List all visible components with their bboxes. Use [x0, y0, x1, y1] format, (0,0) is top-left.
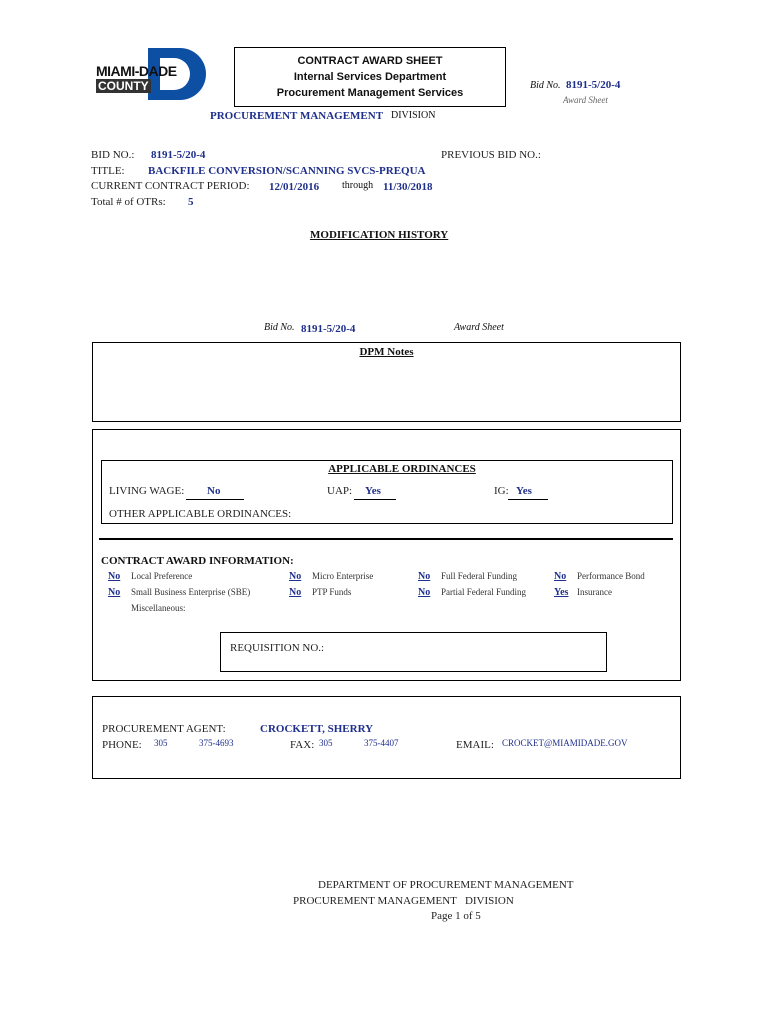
ig-underline: [508, 499, 548, 500]
living-wage-label: LIVING WAGE:: [109, 485, 185, 497]
living-wage-value: No: [207, 485, 221, 497]
uap-label: UAP:: [327, 485, 353, 497]
logo-text-county: COUNTY: [98, 79, 149, 93]
sbe-label: Small Business Enterprise (SBE): [131, 587, 251, 597]
header-award-sheet: Award Sheet: [563, 95, 608, 105]
otrs-value: 5: [188, 196, 194, 208]
title-box: [234, 47, 506, 107]
insurance-label: Insurance: [577, 587, 612, 597]
partial-federal-funding-label: Partial Federal Funding: [441, 587, 526, 597]
fax-number: 375-4407: [364, 738, 399, 748]
phone-number: 375-4693: [199, 738, 234, 748]
uap-value: Yes: [365, 485, 381, 497]
modification-history-heading: MODIFICATION HISTORY: [310, 229, 449, 241]
ptp-funds-label: PTP Funds: [312, 587, 352, 597]
requisition-label: REQUISITION NO.:: [230, 642, 325, 654]
page-number: Page 1 of 5: [431, 910, 481, 922]
title-line-3: Procurement Management Services: [276, 87, 464, 99]
local-preference-value: No: [108, 571, 121, 582]
agent-box: [92, 696, 681, 779]
division-label: DIVISION: [391, 110, 436, 121]
fax-label: FAX:: [290, 739, 315, 751]
dpm-notes-box: [92, 342, 681, 422]
bid-no-label: BID NO.:: [91, 149, 135, 161]
phone-label: PHONE:: [102, 739, 142, 751]
micro-enterprise-value: No: [289, 571, 302, 582]
logo-text-miami-dade: MIAMI-DADE: [96, 63, 177, 79]
miami-dade-logo: [96, 48, 208, 100]
uap-underline: [354, 499, 396, 500]
otrs-label: Total # of OTRs:: [91, 196, 166, 208]
sbe-value: No: [108, 587, 121, 598]
sub-award-sheet: Award Sheet: [454, 322, 504, 333]
award-info-heading: CONTRACT AWARD INFORMATION:: [101, 555, 294, 567]
ptp-funds-value: No: [289, 587, 302, 598]
ordinances-box: [101, 460, 673, 524]
agent-label: PROCUREMENT AGENT:: [102, 723, 226, 735]
title-label: TITLE:: [91, 165, 125, 177]
division-name: PROCUREMENT MANAGEMENT: [210, 110, 384, 122]
bid-no-value: 8191-5/20-4: [151, 149, 206, 161]
title-line-1: CONTRACT AWARD SHEET: [297, 55, 443, 67]
other-ordinances-label: OTHER APPLICABLE ORDINANCES:: [109, 508, 292, 520]
title-line-2: Internal Services Department: [293, 71, 447, 83]
ordinances-heading: APPLICABLE ORDINANCES: [328, 463, 476, 475]
performance-bond-label: Performance Bond: [577, 571, 645, 581]
email-value: CROCKET@MIAMIDADE.GOV: [502, 738, 628, 748]
miscellaneous-label: Miscellaneous:: [131, 603, 186, 613]
previous-bid-label: PREVIOUS BID NO.:: [441, 149, 541, 161]
local-preference-label: Local Preference: [131, 571, 193, 581]
header-bid-no: 8191-5/20-4: [566, 79, 621, 91]
header-bid-no-label: Bid No.: [530, 80, 561, 91]
full-federal-funding-label: Full Federal Funding: [441, 571, 517, 581]
phone-area: 305: [154, 738, 168, 748]
sub-bid-no: 8191-5/20-4: [301, 323, 356, 335]
email-label: EMAIL:: [456, 739, 494, 751]
award-divider: [99, 538, 673, 540]
period-label: CURRENT CONTRACT PERIOD:: [91, 180, 250, 192]
footer-line-2: PROCUREMENT MANAGEMENT DIVISION: [293, 895, 514, 907]
through-label: through: [342, 180, 374, 191]
full-federal-funding-value: No: [418, 571, 431, 582]
dpm-notes-heading: DPM Notes: [359, 346, 414, 358]
micro-enterprise-label: Micro Enterprise: [312, 571, 374, 581]
requisition-box: [220, 632, 607, 672]
performance-bond-value: No: [554, 571, 567, 582]
period-end: 11/30/2018: [383, 181, 433, 193]
ig-value: Yes: [516, 485, 532, 497]
title-value: BACKFILE CONVERSION/SCANNING SVCS-PREQUA: [148, 165, 426, 177]
insurance-value: Yes: [554, 587, 569, 598]
living-wage-underline: [186, 499, 244, 500]
sub-bid-no-label: Bid No.: [264, 322, 295, 333]
agent-name: CROCKETT, SHERRY: [260, 723, 374, 735]
footer-line-1: DEPARTMENT OF PROCUREMENT MANAGEMENT: [318, 879, 574, 891]
fax-area: 305: [319, 738, 333, 748]
ig-label: IG:: [494, 485, 509, 497]
period-start: 12/01/2016: [269, 181, 320, 193]
partial-federal-funding-value: No: [418, 587, 431, 598]
